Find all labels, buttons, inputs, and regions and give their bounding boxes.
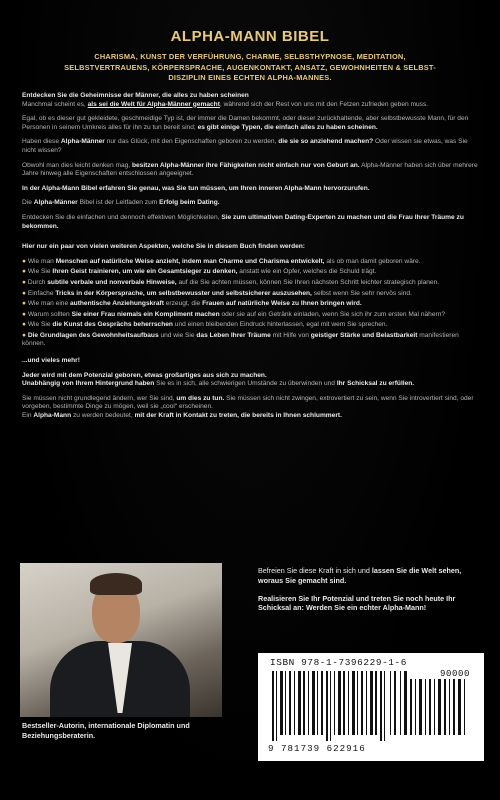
bullet-icon: ● (22, 310, 26, 318)
list-item-bold: geistiger Stärke und Belastbarkeit (310, 331, 418, 339)
list-item-bold: Die Grundlagen des Gewohnheitsaufbaus (27, 331, 159, 339)
book-subtitle: CHARISMA, KUNST DER VERFÜHRUNG, CHARME, SELBSTHYPNOSE, MEDITATION, SELBSTVERTRAUENS, KÖRPERSPRACHE, AUGENKONTAKT, ANSATZ, GEWOHNHEITEN & SELBST-DISZIPLIN EINES ECHTEN ALPHA-MANNES. (64, 52, 436, 82)
list-item-text: und wie Sie (160, 331, 195, 339)
list-item-bold: die Kunst des Gesprächs beherrschen (52, 321, 173, 329)
list-item-text: oder sie auf ein Getränk einladen, wenn Sie sich ihr zum ersten Mal nähern? (221, 310, 446, 318)
list-item-bold: Tricks in der Körpersprache, um selbstbewusster und selbstsicherer auszusehen, (55, 289, 312, 297)
intro-text-a: Manchmal scheint es, (22, 100, 86, 108)
paragraph-8-b: Sie es in sich, alle schwierigen Umstände zu überwinden und (156, 380, 335, 388)
paragraph-7-bold: Sie zum ultimativen Dating-Experten zu machen und die Frau Ihrer Träume zu bekommen. (22, 213, 464, 230)
list-item-bold: Menschen auf natürliche Weise anzieht, indem man Charme und Charisma entwickelt, (55, 257, 325, 265)
list-item (22, 311, 478, 320)
list-item-text: Durch (27, 278, 46, 286)
author-photo (20, 563, 222, 717)
list-item (22, 290, 478, 299)
paragraph-9-bold: um dies zu tun. (176, 394, 225, 402)
intro-highlight: als sei die Welt für Alpha-Männer gemacht (87, 100, 220, 108)
list-item-text: Warum sollten (27, 310, 70, 318)
barcode-price-code: 90000 (439, 669, 470, 679)
closing-text-a: Befreien Sie diese Kraft in sich und (258, 566, 370, 575)
list-intro: Hier nur ein paar von vielen weiteren Aspekten, welche Sie in diesem Buch finden werden: (22, 243, 305, 251)
intro-heading: Entdecken Sie die Geheimnisse der Männer, die alles zu haben scheinen (22, 92, 249, 99)
paragraph-10-bold-1: Alpha-Mann (33, 412, 72, 420)
paragraph-4-a: Obwohl man dies leicht denken mag, (22, 161, 131, 169)
paragraph-3-bold-1: Alpha-Männer (60, 138, 105, 146)
list-item (22, 268, 478, 277)
list-item-bold: authentische Anziehungskraft (70, 300, 164, 308)
list-item (22, 300, 478, 309)
list-item-text: Wie man (27, 257, 54, 265)
book-title: ALPHA-MANN BIBEL (170, 28, 330, 45)
feature-list (22, 258, 478, 349)
bullet-icon: ● (22, 268, 26, 276)
author-hair (90, 573, 142, 595)
ean-number: 9 781739 622916 (268, 743, 366, 754)
paragraph-8-a: Unabhängig von Ihrem Hintergrund haben (22, 380, 155, 388)
list-item-text: manifestieren können. (22, 331, 459, 348)
list-item-text: Wie Sie (27, 321, 51, 329)
list-item-text: und einen bleibenden Eindruck hinterlassen, egal mit wem Sie sprechen. (174, 321, 388, 329)
list-item-text: erzeugt, die (165, 300, 201, 308)
paragraph-2: Egal, ob es dieser gut gekleidete, geschmeidige Typ ist, der immer die Damen bekommt, oder dieser zurückhaltende, aber selbstbewusste Mann, für den Personen in seinem Umkreis alles für ihn zu tun bereit sind; (22, 115, 469, 131)
list-item-text: Wie man eine (27, 300, 69, 308)
list-item-bold: Sie einer Frau niemals ein Kompliment machen (71, 310, 220, 318)
paragraph-8-c: Ihr Schicksal zu erfüllen. (336, 380, 415, 388)
isbn-text: ISBN 978-1-7396229-1-6 (270, 657, 407, 668)
closing-call-to-action: Realisieren Sie Ihr Potenzial und treten Sie noch heute Ihr Schicksal an: Werden Sie ein echter Alpha-Mann! (258, 593, 456, 613)
paragraph-3-b: nur das Glück, mit den Eigenschaften geboren zu werden, (106, 138, 277, 146)
paragraph-4-b: Alpha-Männer haben sich über mehrere Jahre hinweg alle Eigenschaften entschlossen angeeignet. (22, 161, 478, 178)
paragraph-10-a: Ein (22, 412, 32, 420)
barcode-icon (270, 671, 472, 741)
closing-copy (258, 566, 480, 621)
paragraph-8-line-1: Jeder wird mit dem Potenzial geboren, etwas großartiges aus sich zu machen. (22, 371, 267, 379)
paragraph-6-b: Bibel ist der Leitfaden zum (79, 199, 158, 207)
bullet-icon: ● (22, 289, 26, 297)
bullet-icon: ● (22, 257, 26, 265)
paragraph-7-a: Entdecken Sie die einfachen und dennoch effektiven Möglichkeiten, (22, 213, 220, 221)
list-item-bold: subtile verbale und nonverbale Hinweise, (47, 278, 177, 286)
list-item-bold: Frauen auf natürliche Weise zu Ihnen bringen wird. (202, 300, 362, 308)
paragraph-3-bold-2: die sie so anziehend machen? (278, 138, 374, 146)
paragraph-3-c: Oder wissen sie etwas, was Sie nicht wissen? (22, 138, 468, 154)
bullet-icon: ● (22, 331, 26, 339)
list-item-text: auf die Sie achten müssen, können Sie Ihren nächsten Schritt leichter strategisch planen. (178, 278, 440, 286)
intro-text-b: , während sich der Rest von uns mit den Fetzen zufrieden geben muss. (219, 100, 429, 108)
paragraph-6-a: Die (22, 199, 32, 207)
paragraph-10-bold-2: mit der Kraft in Kontakt zu treten, die bereits in Ihnen schlummert. (134, 412, 342, 420)
isbn-barcode (258, 653, 484, 761)
bullet-icon: ● (22, 278, 26, 286)
list-item (22, 332, 478, 349)
bullet-icon: ● (22, 321, 26, 329)
paragraph-10-b: zu werden bedeutet, (72, 412, 133, 420)
bullet-icon: ● (22, 300, 26, 308)
back-cover-text (22, 92, 478, 427)
list-item-text: mit Hilfe von (272, 331, 309, 339)
paragraph-4-bold: besitzen Alpha-Männer ihre Fähigkeiten nicht einfach nur von Geburt an. (131, 161, 360, 169)
paragraph-2-bold: es gibt einige Typen, die einfach alles zu haben scheinen. (197, 123, 378, 131)
paragraph-9-a: Sie müssen nicht grundlegend ändern, wer Sie sind, (22, 394, 175, 402)
list-item (22, 258, 478, 267)
list-item-text: Wie Sie (27, 268, 51, 276)
list-item-bold: das Leben Ihrer Träume (196, 331, 271, 339)
list-item (22, 321, 478, 330)
list-item-text: selbst wenn Sie sehr nervös sind. (313, 289, 412, 297)
paragraph-6-bold-2: Erfolg beim Dating. (159, 199, 220, 207)
closing-text-bold: lassen Sie die Welt sehen, woraus Sie gemacht sind. (258, 566, 462, 585)
and-more: ...und vieles mehr! (22, 357, 80, 365)
paragraph-6-bold-1: Alpha-Männer (33, 199, 78, 207)
list-item-text: anstatt wie ein Opfer, welches die Schuld trägt. (239, 268, 377, 276)
author-caption: Bestseller-Autorin, internationale Diplomatin und Beziehungsberaterin. (22, 721, 190, 740)
list-item (22, 279, 478, 288)
list-item-bold: Ihren Geist trainieren, um wie ein Gesamtsieger zu denken, (52, 268, 238, 276)
list-item-text: Einfache (27, 289, 54, 297)
paragraph-3-a: Haben diese (22, 138, 60, 146)
paragraph-9-b: Sie müssen sich nicht zwingen, extrovertiert zu sein, wenn Sie introvertiert sind, oder vorgeben, bestimmte Dinge zu mögen, weil sie „cool“ erscheinen. (22, 394, 474, 411)
list-item-text: als ob man damit geboren wäre. (326, 257, 421, 265)
paragraph-5: In der Alpha-Mann Bibel erfahren Sie genau, was Sie tun müssen, um Ihren inneren Alpha-Mann hervorzurufen. (22, 184, 370, 192)
